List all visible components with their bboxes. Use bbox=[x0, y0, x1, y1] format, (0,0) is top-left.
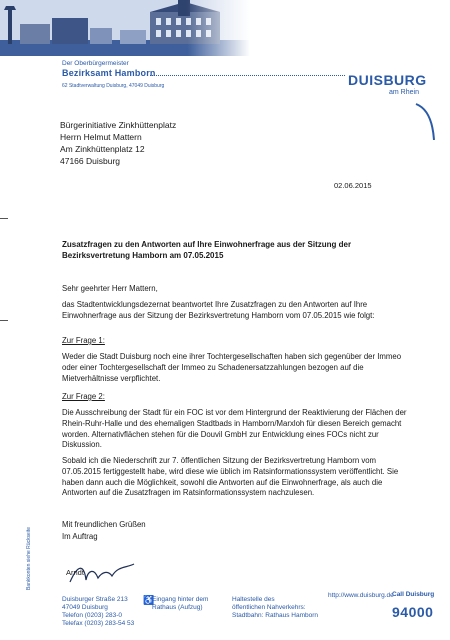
footer-street: Duisburger Straße 213 bbox=[62, 596, 128, 603]
intro-paragraph: das Stadtentwicklungsdezernat beantwortet Ihre Zusatzfragen zu den Antworten auf Ihre Einwohnerfrage aus der Sitzung der Bezirksvertretung Hamborn vom 07.05.2015 wie folgt: bbox=[62, 300, 375, 320]
side-bank-note: Bankkonten siehe Rückseite bbox=[26, 526, 32, 590]
letter-date: 02.06.2015 bbox=[334, 181, 372, 190]
duisburg-logo-arc-icon bbox=[398, 70, 450, 140]
duisburg-logo-subtitle: am Rhein bbox=[389, 89, 419, 96]
fold-mark bbox=[0, 218, 8, 219]
sender-address-line: 62 Stadtverwaltung Duisburg, 47049 Duisburg bbox=[62, 83, 165, 89]
final-paragraph: Sobald ich die Niederschrift zur 7. öffentlichen Sitzung der Bezirksvertretung Hamborn vom 07.05.2015 fertiggestellt habe, wird diese wie üblich im Ratsinformationssystem veröffentlicht. Sie haben dann auch die Möglichkeit, sowohl die Antworten auf die Einwohnerfrage, als auch die Antworten auf die Zusatzfragen im Ratsinformationssystem nachzulesen. bbox=[62, 456, 399, 498]
footer-website-link[interactable]: http://www.duisburg.de bbox=[328, 592, 394, 599]
duisburg-logo-text: DUISBURG bbox=[348, 72, 427, 88]
department-name: Bezirksamt Hamborn bbox=[62, 68, 156, 78]
footer-entrance-line-2: Rathaus (Aufzug) bbox=[152, 604, 203, 612]
closing-greeting: Mit freundlichen Grüßen bbox=[62, 520, 146, 529]
recipient-line-2: Herrn Helmut Mattern bbox=[60, 132, 142, 142]
question-2-answer: Die Ausschreibung der Stadt für ein FOC ist vor dem Hintergrund der Reaktivierung der Flächen der Rhein-Ruhr-Halle und des ehemaligen Stadtbads in Hamborn/Marxloh für diesen Bereich gemacht worden. Alternativflächen stehen für die Douvil GmbH zur Entwicklung eines FOCs nicht zur Diskussion. bbox=[62, 408, 407, 450]
question-1-answer: Weder die Stadt Duisburg noch eine ihrer Tochtergesellschaften haben sich gegenüber der Immeo oder einer Tochtergesellschaft der Immeo zu Schadenersatzzahlungen bezogen auf die Mietverhältnisse verpflichtet. bbox=[62, 352, 402, 383]
footer-entrance bbox=[143, 595, 209, 612]
salutation: Sehr geehrter Herr Mattern, bbox=[62, 284, 158, 293]
recipient-line-4: 47166 Duisburg bbox=[60, 156, 121, 166]
dotted-divider bbox=[150, 75, 345, 76]
signature-name: Arndt bbox=[66, 568, 84, 577]
letter-subject: Zusatzfragen zu den Antworten auf Ihre Einwohnerfrage aus der Sitzung der Bezirksvertretung Hamborn am 07.05.2015 bbox=[62, 240, 352, 260]
footer-address bbox=[62, 596, 134, 629]
question-2-heading: Zur Frage 2: bbox=[62, 392, 105, 401]
header-building-photo bbox=[0, 0, 250, 56]
department-line-1: Der Oberbürgermeister bbox=[62, 60, 129, 67]
footer-fax: Telefax (0203) 283-54 53 bbox=[62, 620, 135, 628]
footer-transit-line-1: Haltestelle des bbox=[232, 596, 275, 603]
recipient-line-3: Am Zinkhüttenplatz 12 bbox=[60, 144, 145, 154]
footer-city: 47049 Duisburg bbox=[62, 604, 108, 612]
footer-transit-line-2: öffentlichen Nahverkehrs: bbox=[232, 604, 306, 612]
footer-call-number: 94000 bbox=[392, 604, 434, 620]
accessibility-icon: ♿ bbox=[143, 595, 155, 605]
footer-call-label: Call Duisburg bbox=[392, 591, 435, 598]
question-1-heading: Zur Frage 1: bbox=[62, 336, 105, 345]
footer-transit bbox=[232, 596, 318, 620]
recipient-line-1: Bürgerinitiative Zinkhüttenplatz bbox=[60, 120, 177, 130]
punch-mark bbox=[0, 320, 8, 321]
footer-entrance-line-1: Eingang hinter dem bbox=[152, 596, 209, 603]
footer-transit-line-3: Stadtbahn: Rathaus Hamborn bbox=[232, 612, 318, 620]
closing-authority: Im Auftrag bbox=[62, 532, 98, 541]
footer-phone: Telefon (0203) 283-0 bbox=[62, 612, 122, 620]
